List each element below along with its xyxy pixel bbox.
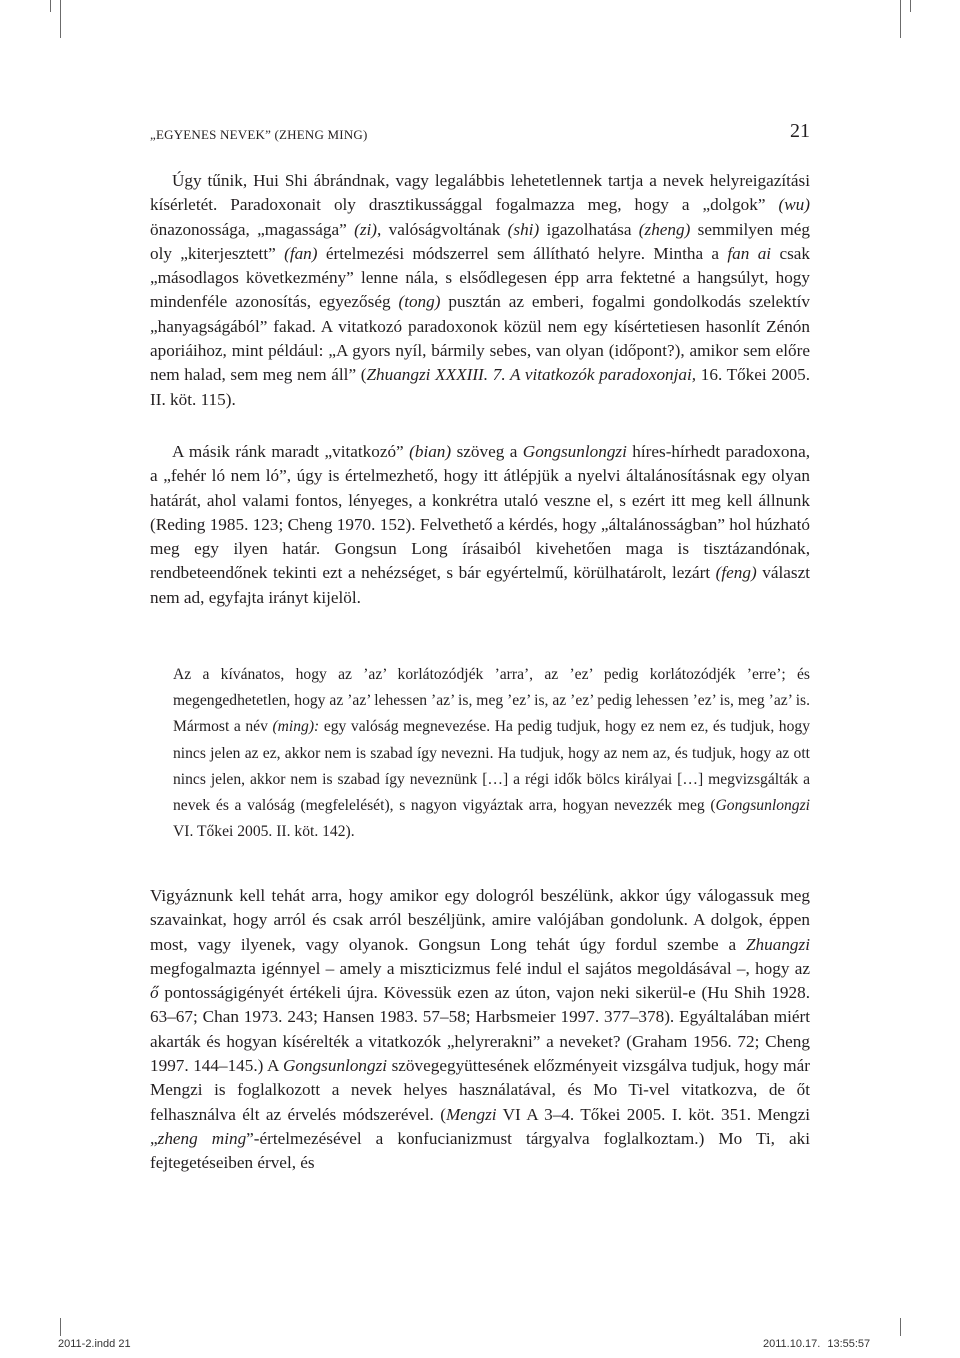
italic-term: (shi) <box>507 219 540 239</box>
text-run: csak „másodlagos következmény” lenne nála, s elsődlegesen épp arra fektetné a hangsúlyt, hogy mindenféle azonosítás, egyezőség <box>150 243 815 312</box>
text-run: választ nem ad, egyfajta irányt kijelöl. <box>150 563 815 607</box>
italic-term: Zhuangzi <box>746 934 810 954</box>
text-run: semmilyen még oly „kiterjesztett” <box>150 219 815 263</box>
italic-term: zheng ming <box>157 1128 247 1148</box>
slug-timestamp: 2011.10.17. 13:55:57 <box>763 1338 871 1350</box>
text-run: értelmezési módszerrel sem állítható helyre. Mintha a <box>317 243 728 263</box>
text-run: szövegegyüttesének előzményeit vizsgálva tudjuk, hogy már Mengzi is foglalkozott a nevek helyes használatával, és Mo Ti-vel vitatkozva, de őt felhasználva élt az érvelés módszerével. ( <box>150 1056 815 1124</box>
italic-term: Zhuangzi XXXIII. 7. A vitatkozók paradoxonjai, <box>366 365 697 385</box>
italic-term: (zi) <box>354 219 378 239</box>
crop-mark <box>910 0 911 12</box>
italic-term: Gongsunlongzi <box>522 442 627 461</box>
text-run: híres-hírhedt paradoxona, a „fehér ló nem ló”, úgy is értelmezhető, hogy itt átlépjük a nyelvi általánosításnak egy olyan határát, ahol valami fontos, lényeges, a konkrétra utaló veszne el, s ezért itt meg kell állnunk (Reding 1985. 123; Cheng 1970. 152). Felvethető a kérdés, hogy „általánosságban” hol húzható meg egy ilyen határ. Gongsun Long írásaiból kivehetően maga is tisztázandónak, rendbeteendőnek tekinti ezt a nehézséget, s bár egyértelmű, körülhatárolt, lezárt <box>150 442 815 583</box>
text-run: önazonossága, „magassága” <box>150 195 815 239</box>
italic-term: ő <box>150 983 159 1003</box>
text-run: Az a kívánatos, hogy az ’az’ korlátozódjék ’arra’, az ’ez’ pedig korlátozódjék ’erre’; és megengedhetetlen, hogy az ’az’ lehessen ’az’ is, meg ’ez’ is, az ’ez’ pedig lehessen ’ez’ is, meg ’az’ is. Mármost a név <box>173 666 814 736</box>
text-run: ”-értelmezésével a konfucianizmust tárgyalva foglalkoztam.) Mo Ti, aki fejtegetéseiben érvel, és <box>150 1128 815 1173</box>
text-run: megfogalmazta igénnyel – amely a miszticizmus felé indul el sajátos megoldásával –, hogy az <box>150 934 815 978</box>
block-quote <box>173 662 814 845</box>
paragraph-1 <box>150 169 815 412</box>
text-run: VI. Tőkei 2005. II. köt. 142). <box>173 797 814 841</box>
italic-term: (feng) <box>715 563 757 583</box>
italic-term: Gongsunlongzi <box>282 1056 388 1076</box>
page-number: 21 <box>790 120 810 142</box>
italic-term: (ming): <box>272 718 320 736</box>
crop-mark <box>900 1318 901 1336</box>
text-run: igazolhatása <box>539 219 639 239</box>
text-run: pontosságigényét értékeli újra. Kövessük ezen az úton, vajon neki sikerül-e (Hu Shih 1928. 63–67; Chan 1973. 243; Hansen 1983. 57–58; Harbsmeier 1997. 377–378). Egyáltalában miért akarták és hogyan kísérelték a vitatkozók „helyrerakni” a neveket? (Graham 1956. 72; Cheng 1997. 144–145.) A <box>150 983 815 1076</box>
text-run: egy valóság megnevezése. Ha pedig tudjuk, hogy ez nem ez, és tudjuk, hogy nincs jelen az ez, akkor nem is szabad így nevezni. Ha tudjuk, hogy az nem az, és tudjuk, hogy az ott nincs jelen, akkor nem is szabad így neveznünk […] a régi idők bölcs királyai […] megvizsgálták a nevek és a valóság (megfelelését), s nagyon vigyáztak arra, hogyan nevezzék meg ( <box>173 718 814 815</box>
italic-term: Mengzi <box>445 1104 497 1124</box>
crop-mark <box>50 0 51 12</box>
crop-mark <box>900 0 901 38</box>
crop-mark <box>60 0 61 38</box>
text-run: Vigyáznunk kell tehát arra, hogy amikor egy dologról beszélünk, akkor úgy válogassuk meg szavainkat, hogy arról és csak arról beszéljünk, amire valójában gondolunk. A dolgok, éppen most, vagy ilyenek, vagy olyanok. Gongsun Long tehát úgy fordul szembe a <box>150 886 815 954</box>
slug-file-name: 2011-2.indd 21 <box>58 1338 131 1350</box>
italic-term: (bian) <box>409 442 452 461</box>
paragraph-2 <box>150 440 815 610</box>
text-run: Úgy tűnik, Hui Shi ábrándnak, vagy legalábbis lehetetlennek tartja a nevek helyreigazítási kísérletét. Paradoxonait oly drasztikussággal fogalmazza meg, hogy a „dolgok” <box>150 171 815 215</box>
text-run: 16. Tőkei 2005. II. köt. 115). <box>150 365 815 409</box>
text-run: szöveg a <box>451 442 523 461</box>
running-title: „EGYENES NEVEK” (ZHENG MING) <box>150 127 368 142</box>
text-run: VI A 3–4. Tőkei 2005. I. köt. 351. Mengzi „ <box>150 1104 815 1148</box>
italic-term: fan ai <box>727 243 772 263</box>
italic-term: (wu) <box>778 195 810 215</box>
paragraph-3 <box>150 884 815 1176</box>
crop-mark <box>60 1318 61 1336</box>
italic-term: (fan) <box>284 243 318 263</box>
text-run: pusztán az emberi, fogalmi gondolkodás szelektív „hanyagságából” fakad. A vitatkozó paradoxonok közül nem egy kísértetiesen hasonlít Zénón aporiáihoz, mint például: „A gyors nyíl, bármily sebes, van olyan (időpont?), amikor sem előre nem halad, sem meg nem áll” ( <box>150 292 815 385</box>
italic-term: (tong) <box>398 292 441 312</box>
text-run: , valóságvoltának <box>377 219 508 239</box>
italic-term: Gongsunlongzi <box>715 797 810 815</box>
text-run: A másik ránk maradt „vitatkozó” <box>172 442 410 461</box>
italic-term: (zheng) <box>638 219 691 239</box>
